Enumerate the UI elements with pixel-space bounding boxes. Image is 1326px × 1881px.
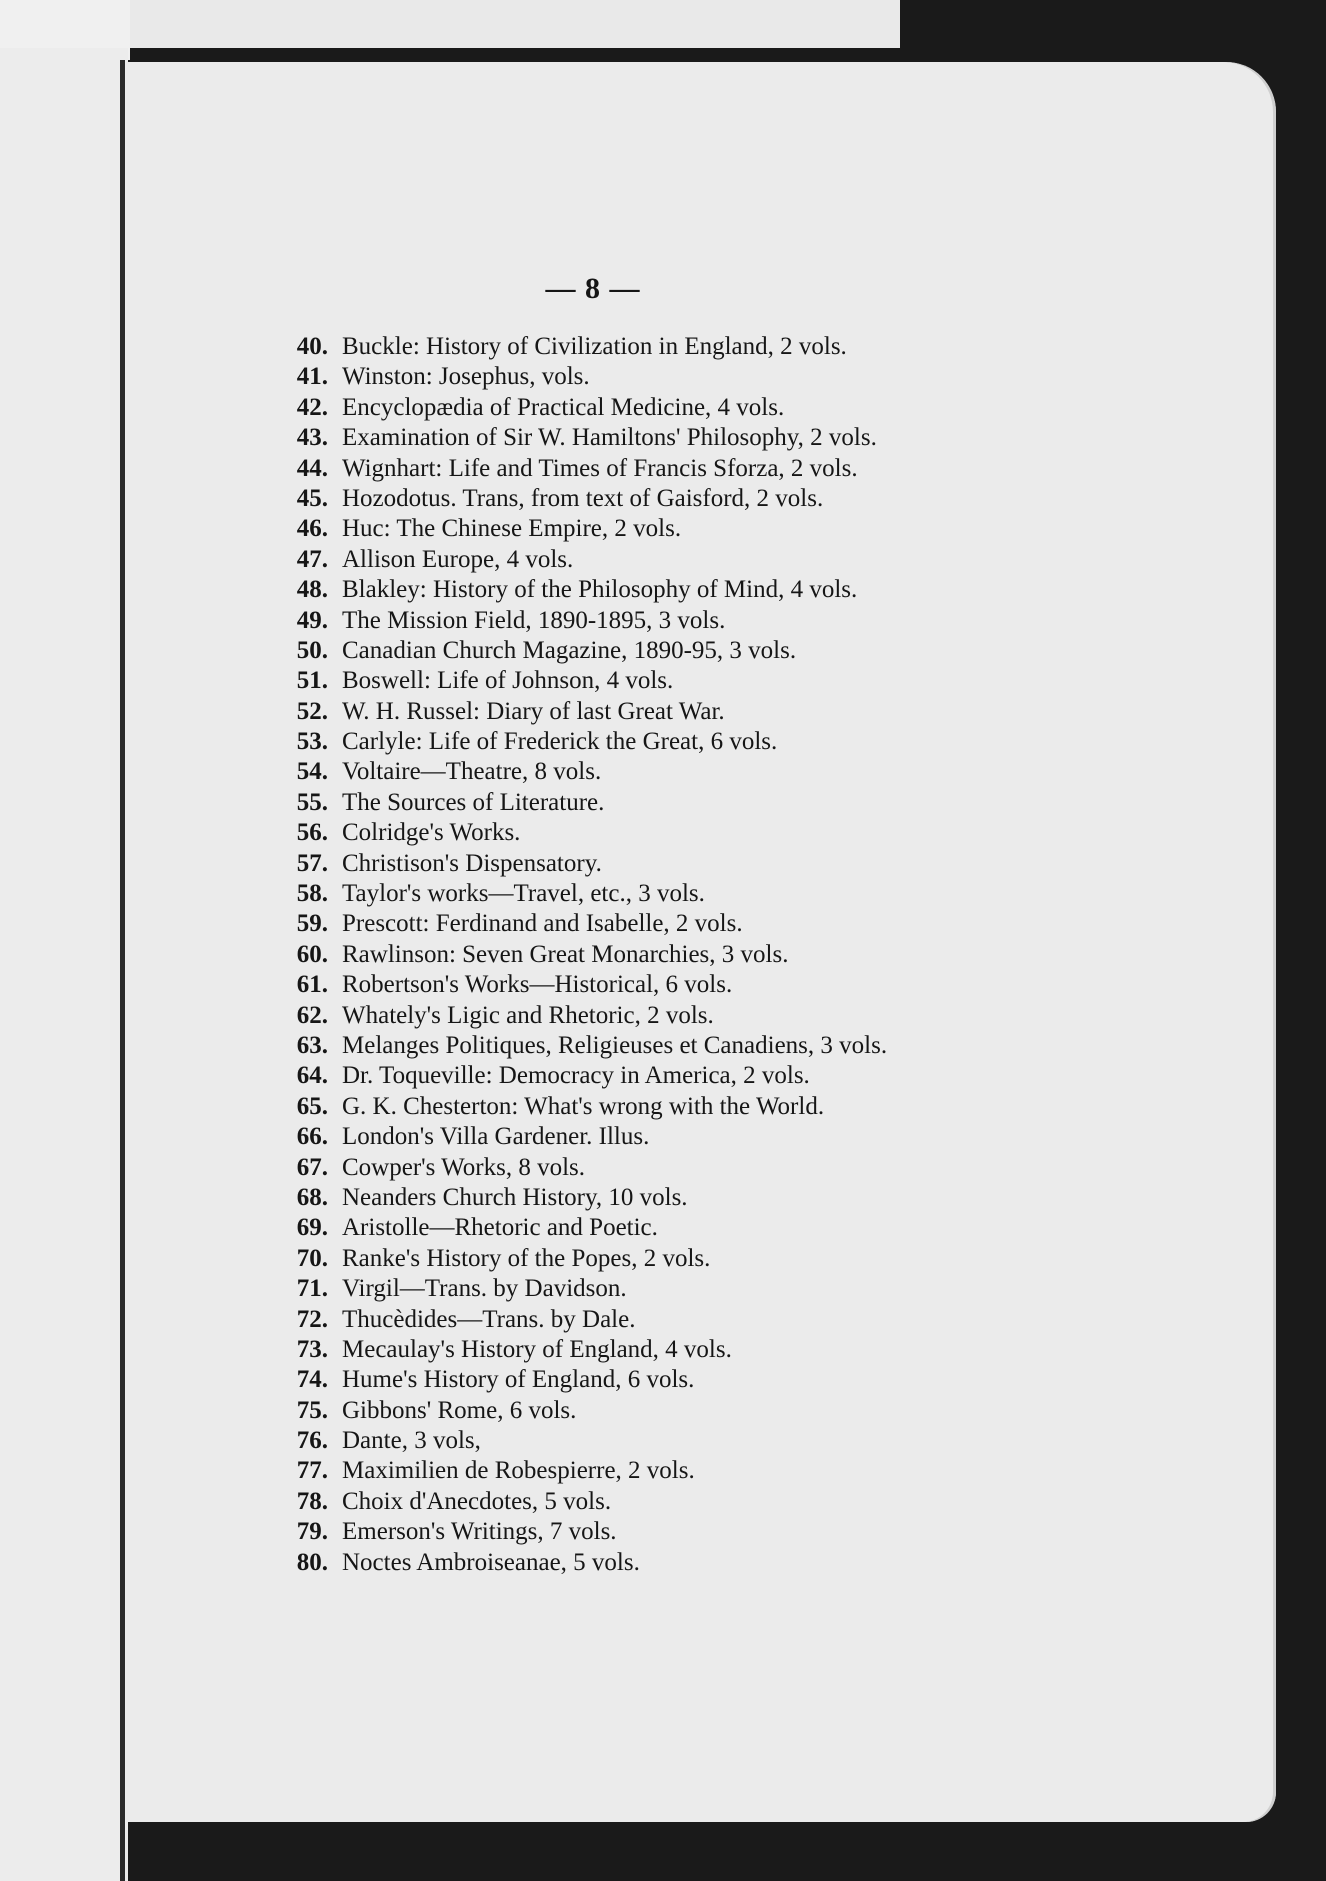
entry-title: W. H. Russel: Diary of last Great War.: [342, 697, 725, 725]
entry-title: Virgil—Trans. by Davidson.: [342, 1275, 627, 1303]
left-margin: [0, 48, 128, 1881]
list-item: [262, 393, 1042, 423]
list-item: [262, 1001, 1042, 1031]
list-item: [262, 454, 1042, 484]
list-item: [262, 332, 1042, 362]
entry-number: 48.: [296, 576, 328, 604]
entry-title: Ranke's History of the Popes, 2 vols.: [342, 1244, 711, 1272]
entry-number: 79.: [296, 1518, 328, 1546]
entry-title: The Mission Field, 1890-1895, 3 vols.: [342, 606, 726, 634]
entry-number: 49.: [296, 606, 328, 634]
list-item: [262, 940, 1042, 970]
entry-number: 54.: [296, 758, 328, 786]
entry-number: 71.: [296, 1275, 328, 1303]
entry-number: 55.: [296, 788, 328, 816]
entry-title: Colridge's Works.: [342, 819, 521, 847]
entry-number: 40.: [296, 333, 328, 360]
entry-title: Huc: The Chinese Empire, 2 vols.: [342, 515, 682, 543]
entry-number: 42.: [296, 393, 328, 421]
list-item: [262, 727, 1042, 757]
entry-number: 46.: [296, 515, 328, 543]
entry-number: 78.: [296, 1487, 328, 1515]
entry-number: 61.: [296, 971, 328, 999]
entry-number: 74.: [296, 1366, 328, 1394]
entry-number: 47.: [296, 545, 328, 573]
entry-title: Boswell: Life of Johnson, 4 vols.: [342, 667, 674, 695]
list-item: [262, 636, 1042, 666]
entry-title: G. K. Chesterton: What's wrong with the World.: [342, 1092, 825, 1120]
entry-number: 60.: [296, 940, 328, 968]
entry-number: 76.: [296, 1427, 328, 1455]
entry-title: Blakley: History of the Philosophy of Mind, 4 vols.: [342, 576, 858, 604]
entry-title: Wignhart: Life and Times of Francis Sforza, 2 vols.: [342, 454, 858, 482]
list-item: [262, 1548, 1042, 1578]
list-item: [262, 1456, 1042, 1486]
entry-number: 43.: [296, 424, 328, 452]
list-item: [262, 1426, 1042, 1456]
entry-number: 50.: [296, 636, 328, 664]
entry-title: Maximilien de Robespierre, 2 vols.: [342, 1457, 695, 1485]
list-item: [262, 1213, 1042, 1243]
entry-title: Choix d'Anecdotes, 5 vols.: [342, 1487, 612, 1515]
entry-number: 62.: [296, 1001, 328, 1029]
list-item: [262, 1031, 1042, 1061]
entry-title: Winston: Josephus, vols.: [342, 363, 590, 391]
list-item: [262, 1122, 1042, 1152]
list-item: [262, 818, 1042, 848]
entry-number: 41.: [296, 363, 328, 391]
list-item: [262, 909, 1042, 939]
entry-title: Examination of Sir W. Hamiltons' Philosophy, 2 vols.: [342, 424, 877, 452]
list-item: [262, 1335, 1042, 1365]
list-item: [262, 697, 1042, 727]
entry-title: Melanges Politiques, Religieuses et Canadiens, 3 vols.: [342, 1031, 888, 1059]
entry-number: 70.: [296, 1244, 328, 1272]
entry-number: 56.: [296, 819, 328, 847]
list-item: [262, 1396, 1042, 1426]
book-list: [262, 332, 1042, 1578]
list-item: [262, 1061, 1042, 1091]
entry-number: 68.: [296, 1183, 328, 1211]
entry-number: 63.: [296, 1031, 328, 1059]
entry-title: Neanders Church History, 10 vols.: [342, 1183, 688, 1211]
list-item: [262, 757, 1042, 787]
entry-title: Encyclopædia of Practical Medicine, 4 vols.: [342, 393, 785, 421]
entry-number: 72.: [296, 1305, 328, 1333]
list-item: [262, 1244, 1042, 1274]
entry-number: 57.: [296, 849, 328, 877]
list-item: [262, 1365, 1042, 1395]
entry-title: Whately's Ligic and Rhetoric, 2 vols.: [342, 1001, 714, 1029]
entry-number: 75.: [296, 1396, 328, 1424]
entry-title: Hozodotus. Trans, from text of Gaisford, 2 vols.: [342, 484, 824, 512]
list-item: [262, 1092, 1042, 1122]
entry-number: 69.: [296, 1214, 328, 1242]
list-item: [262, 1517, 1042, 1547]
list-item: [262, 788, 1042, 818]
entry-title: Dr. Toqueville: Democracy in America, 2 vols.: [342, 1062, 810, 1090]
entry-number: 53.: [296, 728, 328, 756]
list-item: [262, 879, 1042, 909]
list-item: [262, 666, 1042, 696]
entry-title: Thucèdides—Trans. by Dale.: [342, 1305, 636, 1333]
list-item: [262, 484, 1042, 514]
list-item: [262, 575, 1042, 605]
entry-number: 80.: [296, 1548, 328, 1576]
list-item: [262, 1487, 1042, 1517]
entry-title: Robertson's Works—Historical, 6 vols.: [342, 971, 733, 999]
entry-title: Taylor's works—Travel, etc., 3 vols.: [342, 880, 705, 908]
entry-title: London's Villa Gardener. Illus.: [342, 1123, 650, 1151]
list-item: [262, 970, 1042, 1000]
entry-title: Noctes Ambroiseanae, 5 vols.: [342, 1548, 640, 1576]
entry-title: Carlyle: Life of Frederick the Great, 6 vols.: [342, 728, 778, 756]
entry-title: Voltaire—Theatre, 8 vols.: [342, 758, 602, 786]
entry-title: Gibbons' Rome, 6 vols.: [342, 1396, 577, 1424]
entry-number: 77.: [296, 1457, 328, 1485]
entry-title: The Sources of Literature.: [342, 788, 605, 816]
entry-title: Prescott: Ferdinand and Isabelle, 2 vols.: [342, 910, 743, 938]
entry-title: Aristolle—Rhetoric and Poetic.: [342, 1214, 658, 1242]
entry-title: Rawlinson: Seven Great Monarchies, 3 vols.: [342, 940, 789, 968]
entry-title: Allison Europe, 4 vols.: [342, 545, 574, 573]
entry-number: 66.: [296, 1123, 328, 1151]
list-item: [262, 1274, 1042, 1304]
list-item: [262, 606, 1042, 636]
entry-title: Cowper's Works, 8 vols.: [342, 1153, 586, 1181]
list-item: [262, 545, 1042, 575]
entry-title: Christison's Dispensatory.: [342, 849, 602, 877]
entry-title: Hume's History of England, 6 vols.: [342, 1366, 695, 1394]
entry-title: Emerson's Writings, 7 vols.: [342, 1518, 617, 1546]
binding-edge: [120, 60, 125, 1881]
list-item: [262, 423, 1042, 453]
list-item: [262, 1305, 1042, 1335]
entry-title: Canadian Church Magazine, 1890-95, 3 vols.: [342, 636, 797, 664]
page-number: — 8 —: [545, 272, 641, 305]
entry-number: 51.: [296, 667, 328, 695]
entry-number: 45.: [296, 484, 328, 512]
entry-number: 59.: [296, 910, 328, 938]
entry-number: 65.: [296, 1092, 328, 1120]
list-item: [262, 1153, 1042, 1183]
list-item: [262, 362, 1042, 392]
entry-title: Buckle: History of Civilization in England, 2 vols.: [342, 333, 847, 360]
entry-number: 73.: [296, 1335, 328, 1363]
list-item: [262, 849, 1042, 879]
entry-number: 64.: [296, 1062, 328, 1090]
scan-top-strip: [0, 0, 900, 48]
entry-title: Dante, 3 vols,: [342, 1427, 481, 1455]
entry-number: 44.: [296, 454, 328, 482]
entry-title: Mecaulay's History of England, 4 vols.: [342, 1335, 732, 1363]
entry-number: 52.: [296, 697, 328, 725]
entry-number: 67.: [296, 1153, 328, 1181]
list-item: [262, 1183, 1042, 1213]
entry-number: 58.: [296, 880, 328, 908]
list-item: [262, 514, 1042, 544]
